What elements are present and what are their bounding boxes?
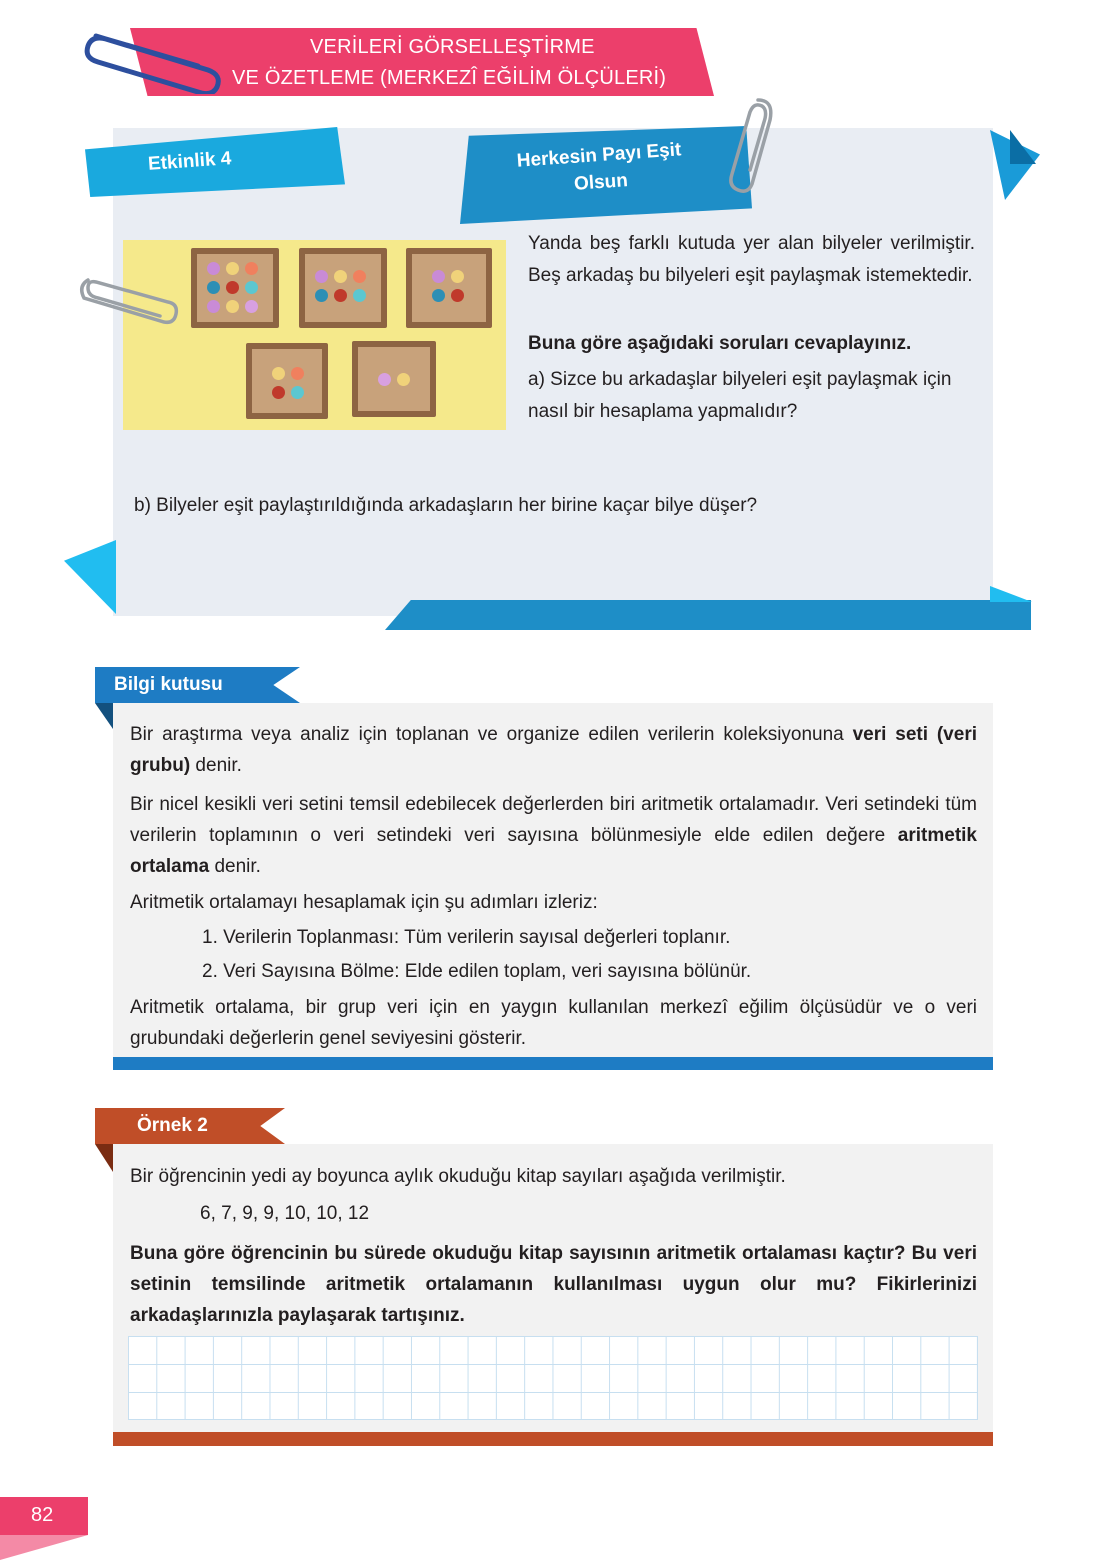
text-run: denir. (190, 755, 242, 776)
info-paragraph-4: Aritmetik ortalama, bir grup veri için en yaygın kullanılan merkezî eğilim ölçüsüdür ve o veri grubundaki değerlerin genel seviyesini gösterir. (130, 997, 977, 1049)
paperclip-icon (76, 18, 226, 94)
page-number: 82 (31, 1504, 54, 1526)
info-paragraph-1 (130, 719, 977, 781)
example-bottom-bar (113, 1432, 993, 1446)
term-bold: veri seti (veri grubu) (130, 724, 977, 776)
activity-label: Etkinlik 4 (147, 148, 233, 175)
marble-box (406, 248, 492, 328)
paperclip-icon (74, 270, 180, 332)
corner-decoration (1010, 130, 1036, 164)
text-run: Bir nicel kesikli veri setini temsil edebilecek değerlerden biri aritmetik ortalamadır. Veri setindeki tüm verilerin toplamının o veri setindeki veri sayısına bölünmesiyle elde edilen değere (130, 794, 977, 846)
tab-fold (95, 1144, 113, 1172)
text-run: Bir araştırma veya analiz için toplanan ve organize edilen verilerin koleksiyonuna (130, 724, 853, 745)
corner-decoration (990, 586, 1032, 602)
tab-fold (95, 703, 113, 729)
chapter-title-line2: VE ÖZETLEME (MERKEZÎ EĞİLİM ÖLÇÜLERİ) (232, 67, 667, 89)
page-number-tab-tail (0, 1535, 88, 1560)
marbles-illustration (123, 240, 506, 430)
example-paragraph: Bir öğrencinin yedi ay boyunca aylık okuduğu kitap sayıları aşağıda verilmiştir. (130, 1166, 786, 1187)
example-data: 6, 7, 9, 9, 10, 10, 12 (200, 1203, 370, 1224)
info-paragraph-2 (130, 789, 977, 882)
activity-title-line1: Herkesin Payı Eşit (516, 139, 682, 172)
text-run: denir. (209, 856, 261, 877)
activity-intro: Yanda beş farklı kutuda yer alan bilyeler verilmiştir. Beş arkadaş bu bilyeleri eşit paylaşmak istemektedir. (528, 233, 975, 286)
answer-grid (128, 1336, 978, 1420)
info-paragraph-3: Aritmetik ortalamayı hesaplamak için şu adımları izleriz: (130, 892, 598, 913)
marble-box (299, 248, 387, 328)
paperclip-icon (716, 92, 780, 196)
example-label: Örnek 2 (137, 1115, 208, 1136)
corner-decoration (64, 540, 116, 614)
activity-question-b: b) Bilyeler eşit paylaştırıldığında arkadaşların her birine kaçar bilye düşer? (134, 495, 758, 516)
chapter-title-line1: VERİLERİ GÖRSELLEŞTİRME (310, 36, 595, 58)
term-bold: aritmetik ortalama (130, 825, 977, 877)
marble-box (191, 248, 279, 328)
info-step-2: 2. Veri Sayısına Bölme: Elde edilen toplam, veri sayısına bölünür. (202, 961, 752, 982)
activity-bottom-bar (385, 600, 1031, 630)
marble-box (352, 341, 436, 417)
info-step-1: 1. Verilerin Toplanması: Tüm verilerin sayısal değerleri toplanır. (202, 927, 731, 948)
activity-question-a: a) Sizce bu arkadaşlar bilyeleri eşit paylaşmak için nasıl bir hesaplama yapmalıdır? (528, 369, 952, 422)
info-label: Bilgi kutusu (114, 674, 223, 695)
activity-instruction: Buna göre aşağıdaki soruları cevaplayınız. (528, 333, 912, 354)
activity-title-line2: Olsun (573, 170, 629, 195)
info-bottom-bar (113, 1057, 993, 1070)
example-question: Buna göre öğrencinin bu sürede okuduğu kitap sayısının aritmetik ortalaması kaçtır? Bu veri setinin temsilinde aritmetik ortalamanın kullanılması uygun olur mu? Fikirlerinizi arkadaşlarınızla paylaşarak tartışınız. (130, 1243, 977, 1326)
marble-box (246, 343, 328, 419)
